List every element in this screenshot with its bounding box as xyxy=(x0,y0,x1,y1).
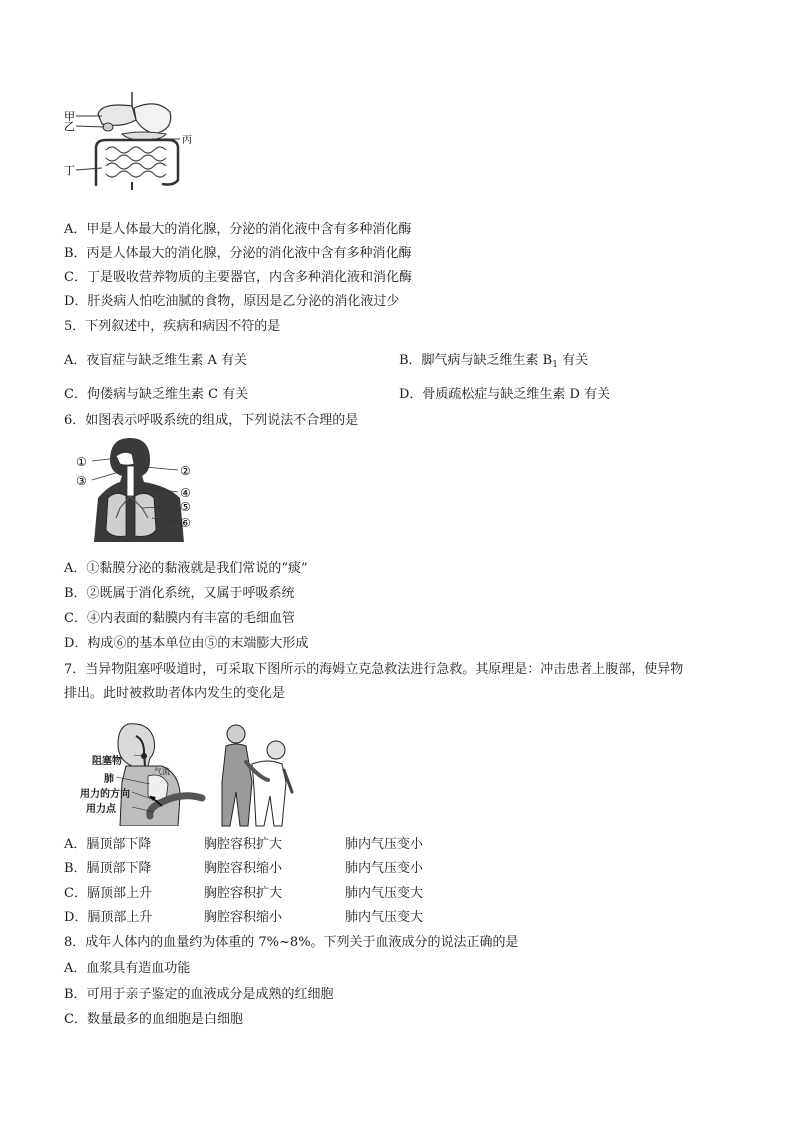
label-jia: 甲 xyxy=(64,110,75,123)
q8-option-b: B．可用于亲子鉴定的血液成分是成熟的红细胞 xyxy=(64,987,334,1002)
q7-option-b-col3: 肺内气压变小 xyxy=(345,861,424,876)
label-4: ④ xyxy=(180,486,191,500)
q4-option-a: A．甲是人体最大的消化腺，分泌的消化液中含有多种消化酶 xyxy=(64,222,412,237)
q7-option-c-col2: 胸腔容积扩大 xyxy=(204,886,283,901)
q5-option-c: C．佝偻病与缺乏维生素 C 有关 xyxy=(64,387,249,402)
label-yi: 乙 xyxy=(64,120,75,133)
q6-stem: 6．如图表示呼吸系统的组成，下列说法不合理的是 xyxy=(64,413,359,428)
label-ding: 丁 xyxy=(64,164,75,177)
q7-stem-line2: 排出。此时被救助者体内发生的变化是 xyxy=(64,686,286,701)
q5-option-b-subscript: 1 xyxy=(552,360,558,370)
label-direction: 用力的方向 xyxy=(80,789,130,800)
respiratory-system-figure xyxy=(72,436,202,542)
q7-option-b-col1: B．膈顶部下降 xyxy=(64,861,152,876)
q6-option-a: A．①黏膜分泌的黏液就是我们常说的“痰” xyxy=(64,561,308,576)
q7-option-c-col1: C．膈顶部上升 xyxy=(64,886,152,901)
q7-option-c-col3: 肺内气压变大 xyxy=(345,886,424,901)
q4-option-c: C．丁是吸收营养物质的主要器官，内含多种消化液和消化酶 xyxy=(64,270,412,285)
heimlich-cross-section-figure xyxy=(80,722,210,826)
q5-option-b-suffix: 有关 xyxy=(562,353,589,368)
label-1: ① xyxy=(76,455,87,469)
q5-option-b-text: B．脚气病与缺乏维生素 B xyxy=(399,353,553,368)
q8-stem: 8．成年人体内的血量约为体重的 7%~8%。下列关于血液成分的说法正确的是 xyxy=(64,935,519,950)
q7-option-d-col1: D．膈顶部上升 xyxy=(64,910,153,925)
q7-option-a-col3: 肺内气压变小 xyxy=(345,837,424,852)
digestive-system-figure xyxy=(62,90,202,190)
q5-option-b xyxy=(399,349,588,370)
label-3: ③ xyxy=(76,474,87,488)
label-air: 气流 xyxy=(154,767,170,776)
q4-option-b: B．丙是人体最大的消化腺，分泌的消化液中含有多种消化酶 xyxy=(64,246,412,261)
label-bing: 丙 xyxy=(182,135,192,146)
q5-option-a: A．夜盲症与缺乏维生素 A 有关 xyxy=(64,353,248,368)
label-point: 用力点 xyxy=(86,804,116,815)
q8-option-a: A．血浆具有造血功能 xyxy=(64,961,191,976)
q7-option-a-col1: A．膈顶部下降 xyxy=(64,837,152,852)
label-foreign-body: 阻塞物 xyxy=(92,756,122,767)
q7-stem-line1: 7．当异物阻塞呼吸道时，可采取下图所示的海姆立克急救法进行急救。其原理是：冲击患者上腹部，使异物 xyxy=(64,662,684,677)
q8-option-c: C．数量最多的血细胞是白细胞 xyxy=(64,1012,243,1027)
q7-option-d-col3: 肺内气压变大 xyxy=(345,910,424,925)
heimlich-rescuers-figure xyxy=(212,722,298,828)
q6-option-b: B．②既属于消化系统，又属于呼吸系统 xyxy=(64,586,295,601)
q5-option-d: D．骨质疏松症与缺乏维生素 D 有关 xyxy=(399,387,611,402)
label-lung: 肺 xyxy=(104,774,114,785)
q6-option-d: D．构成⑥的基本单位由⑤的末端膨大形成 xyxy=(64,636,309,651)
q7-option-d-col2: 胸腔容积缩小 xyxy=(204,910,283,925)
q4-option-d: D．肝炎病人怕吃油腻的食物，原因是乙分泌的消化液过少 xyxy=(64,294,400,309)
q7-option-b-col2: 胸腔容积缩小 xyxy=(204,861,283,876)
q6-option-c: C．④内表面的黏膜内有丰富的毛细血管 xyxy=(64,611,295,626)
label-5: ⑤ xyxy=(180,500,191,514)
label-2: ② xyxy=(180,464,191,478)
q5-stem: 5．下列叙述中，疾病和病因不符的是 xyxy=(64,319,281,334)
q7-option-a-col2: 胸腔容积扩大 xyxy=(204,837,283,852)
label-6: ⑥ xyxy=(180,516,191,530)
